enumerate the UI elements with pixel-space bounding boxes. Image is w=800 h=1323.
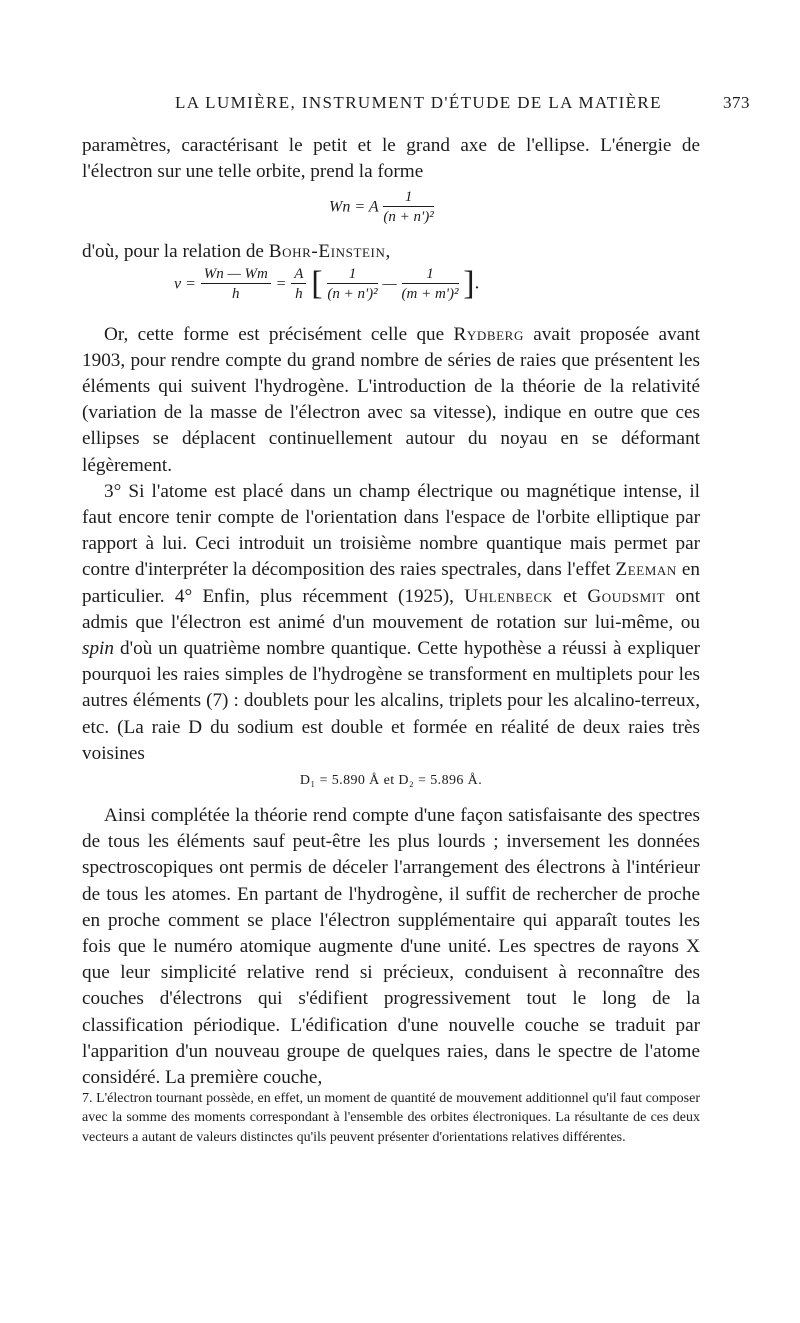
fraction-numerator: 1 [327, 266, 377, 284]
main-text [82, 133, 700, 1091]
formula-frequency: ν = $\frac{Wn — Wm}{h}$ = $\frac{A}{h}$ [ $\frac{1}{\text{(n + n')²}}$ — $\frac{1}{\text{(m + m')²}}$ ]. [174, 264, 480, 302]
name-bohr-einstein: Bohr-Einstein, [268, 241, 391, 263]
fraction-numerator: Wn — Wm [201, 266, 271, 284]
fraction-denominator: h [232, 285, 240, 302]
fraction-a-over-h [291, 266, 306, 302]
paragraph-3-text-b: avait proposée avant 1903, pour rendre compte du grand nombre de séries de raies que présentent les éléments qui suivent l'hydrogène. L'introduction de la théorie de la relativité (variation de la masse de l'électron avec sa vitesse), indique en outre que ces ellipses se déplacent continuellement autour du noyau en se déformant légèrement. [82, 323, 701, 476]
name-goudsmit: Goudsmit [587, 585, 666, 607]
running-title: LA LUMIÈRE, INSTRUMENT D'ÉTUDE DE LA MATIÈRE [175, 93, 662, 112]
conjunction-et: et [563, 585, 578, 607]
paragraph-4-text-e: : doublets pour les alcalins, triplets pour les alcalino-terreux, etc. (La raie D du sodium est double et formée en réalité de deux raies très voisines [82, 690, 700, 764]
page-number: 373 [723, 93, 750, 112]
fraction-numerator: A [291, 266, 306, 284]
term-spin: spin [82, 638, 114, 660]
formula-equals: = [275, 275, 287, 293]
formula-minus: — [382, 275, 397, 293]
paragraph-3-text-a: Or, cette forme est précisément celle que [104, 323, 445, 345]
paragraph-4-text-a: 3° Si l'atome est placé dans un champ électrique ou magnétique intense, il faut encore tenir compte de l'orientation dans l'espace de l'orbite elliptique par rapport à lui. Ceci introduit un troisième nombre quantique mais permet par contre d'interpréter la décomposition des raies spectrales, dans l'effet [82, 480, 700, 581]
name-uhlenbeck: Uhlenbeck [464, 585, 553, 607]
name-zeeman: Zeeman [615, 559, 677, 581]
open-bracket: [ [311, 264, 323, 302]
paragraph-4-text-c: ont admis que l'électron est animé d'un mouvement de rotation sur lui-même, ou [82, 585, 701, 633]
paragraph-1: paramètres, caractérisant le petit et le grand axe de l'ellipse. L'énergie de l'électron sur une telle orbite, prend la forme [82, 135, 700, 183]
fraction-n-term [327, 266, 377, 302]
paragraph-3 [82, 322, 700, 479]
formula-nu: ν = [174, 275, 196, 293]
fraction-denominator: h [295, 285, 303, 302]
paragraph-5: Ainsi complétée la théorie rend compte d'une façon satisfaisante des spectres de tous les éléments sauf peut-être les plus lourds ; inversement les données spectroscopiques ont permis de déceler l'arrangement des électrons à l'intérieur de tous les atomes. En partant de l'hydrogène, il suffit de rechercher de proche en proche comment se place l'électron supplémentaire qui apparaît toutes les fois que le numéro atomique augmente d'une unité. Les spectres de rayons X que leur simplicité relative rend si précieux, conduisent à reconnaître des couches d'électrons qui s'édifient progressivement tout le long de la classification périodique. L'édification d'une nouvelle couche se traduit par l'apparition d'un nouveau groupe de quelques raies, dans le spectre de l'atome considéré. La première couche, [82, 805, 700, 1089]
paragraph-2 [82, 239, 700, 265]
fraction-denominator: (m + m')² [401, 285, 459, 302]
formula-fraction [383, 189, 433, 225]
fraction-denominator: (n + n')² [383, 209, 434, 226]
paragraph-4-text-b: en particulier. 4° Enfin, plus récemment (1925), [82, 559, 701, 607]
footnote-reference: (7) [206, 690, 229, 712]
fraction-numerator: 1 [402, 266, 459, 284]
fraction-numerator: 1 [383, 189, 433, 207]
fraction-energy-diff [201, 266, 271, 302]
footnote-7: 7. L'électron tournant possède, en effet, un moment de quantité de mouvement additionnel qu'il faut composer avec la somme des moments correspondant à l'ensemble des orbites électroniques. La résultante de ces deux vecteurs a autant de valeurs distinctes qu'ils peuvent présenter d'orientations relatives différentes. [82, 1091, 700, 1145]
fraction-denominator: (n + n')² [327, 285, 378, 302]
fraction-m-term [402, 266, 459, 302]
formula-sodium-lines: D₁ = 5.890 Å et D₂ = 5.896 Å. [299, 773, 483, 789]
formula-lhs: Wn = A [329, 198, 379, 216]
close-bracket: ] [463, 264, 475, 302]
paragraph-4 [82, 479, 700, 767]
paragraph-2-text: d'où, pour la relation de [82, 241, 264, 263]
formula-energy [82, 185, 700, 239]
paragraph-4-text-d: d'où un quatrième nombre quantique. Cette hypothèse a réussi à expliquer pourquoi les raies simples de l'hydrogène se transforment en multiplets pour les autres éléments [82, 638, 701, 712]
name-rydberg: Rydberg [453, 323, 524, 345]
